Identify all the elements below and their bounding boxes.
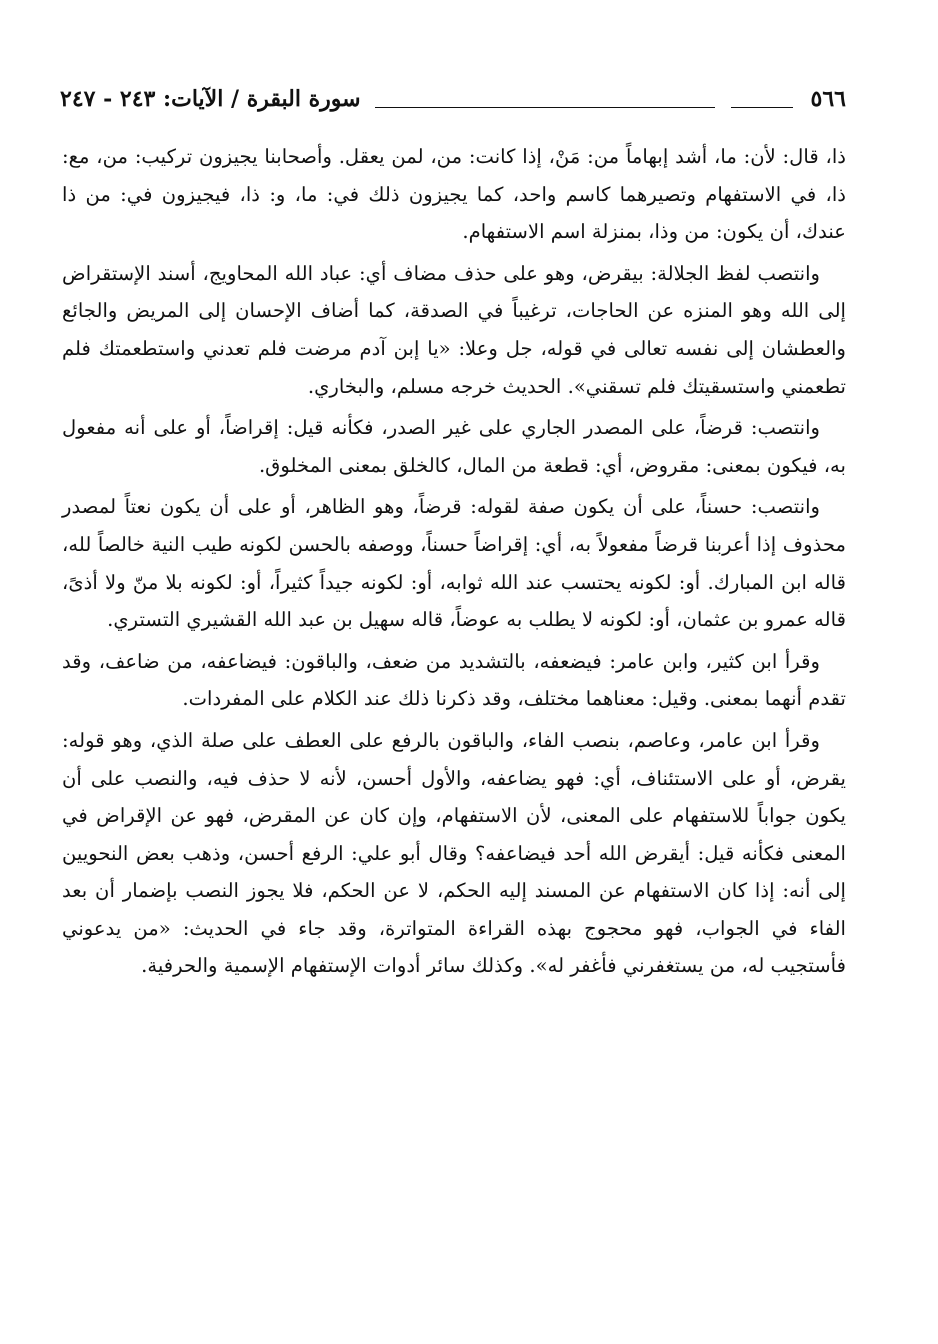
page-body	[62, 138, 846, 989]
page-number: ٥٦٦	[810, 86, 846, 112]
paragraph: وانتصب: حسناً، على أن يكون صفة لقوله: قرضاً، وهو الظاهر، أو على أن يكون نعتاً لمصدر محذوف إذا أعربنا قرضاً مفعولاً به، أي: إقراضاً حسناً، ووصفه بالحسن لكونه طيب النية خالصاً لله، قاله ابن المبارك. أو: لكونه يحتسب عند الله ثوابه، أو: لكونه جيداً كثيراً، أو: لكونه بلا منّ ولا أذىً، قاله عمرو بن عثمان، أو: لكونه لا يطلب به عوضاً، قاله سهيل بن عبد الله القشيري التستري.	[62, 495, 846, 632]
paragraph: وقرأ ابن كثير، وابن عامر: فيضعفه، بالتشديد من ضعف، والباقون: فيضاعفه، من ضاعف، وقد تقدم أنهما بمعنى. وقيل: معناهما مختلف، وقد ذكرنا ذلك عند الكلام على المفردات.	[62, 649, 846, 711]
page-header	[60, 84, 846, 114]
paragraph: ذا، قال: لأن: ما، أشد إبهاماً من: مَنْ، إذا كانت: من، لمن يعقل. وأصحابنا يجيزون تركيب: من، مع: ذا، في الاستفهام وتصيرهما كاسم واحد، كما يجيزون ذلك في: ما، و: ذا، فيجيزون في: من ذا عندك، أن يكون: من وذا، بمنزلة اسم الاستفهام.	[62, 145, 846, 244]
paragraph: وانتصب: قرضاً، على المصدر الجاري على غير الصدر، فكأنه قيل: إقراضاً، أو على أنه مفعول به، فيكون بمعنى: مقروض، أي: قطعة من المال، كالخلق بمعنى المخلوق.	[62, 416, 846, 477]
header-rule-long	[375, 107, 715, 108]
running-title: سورة البقرة / الآيات: ٢٤٣ - ٢٤٧	[60, 86, 361, 112]
header-rule-short	[731, 107, 793, 108]
paragraph: وقرأ ابن عامر، وعاصم، بنصب الفاء، والباقون بالرفع على العطف على صلة الذي، وهو قوله: يقرض، أو على الاستئناف، أي: فهو يضاعفه، والأول أحسن، لأنه لا حذف فيه، والنصب على أن يكون جواباً للاستفهام على المعنى، لأن الاستفهام، وإن كان عن المقرض، فهو عن الإقراض في المعنى فكأنه قيل: أيقرض الله أحد فيضاعفه؟ وقال أبو علي: الرفع أحسن، وذهب بعض النحويين إلى أنه: إذا كان الاستفهام عن المسند إليه الحكم، لا عن الحكم، فلا يجوز النصب بإضمار أن بعد الفاء في الجواب، فهو محجوج بهذه القراءة المتواترة، وقد جاء في الحديث: «من يدعوني فأستجيب له، من يستغفرني فأغفر له». وكذلك سائر أدوات الإستفهام الإسمية والحرفية.	[62, 728, 846, 978]
paragraph: وانتصب لفظ الجلالة: بيقرض، وهو على حذف مضاف أي: عباد الله المحاويج، أسند الإستقراض إلى الله وهو المنزه عن الحاجات، ترغيباً في الصدقة، كما أضاف الإحسان إلى المريض والجائع والعطشان إلى نفسه تعالى في قوله، جل وعلا: «يا إبن آدم مرضت فلم تعدني واستطعمتك فلم تطعمني واستسقيتك فلم تسقني». الحديث خرجه مسلم، والبخاري.	[62, 261, 846, 398]
